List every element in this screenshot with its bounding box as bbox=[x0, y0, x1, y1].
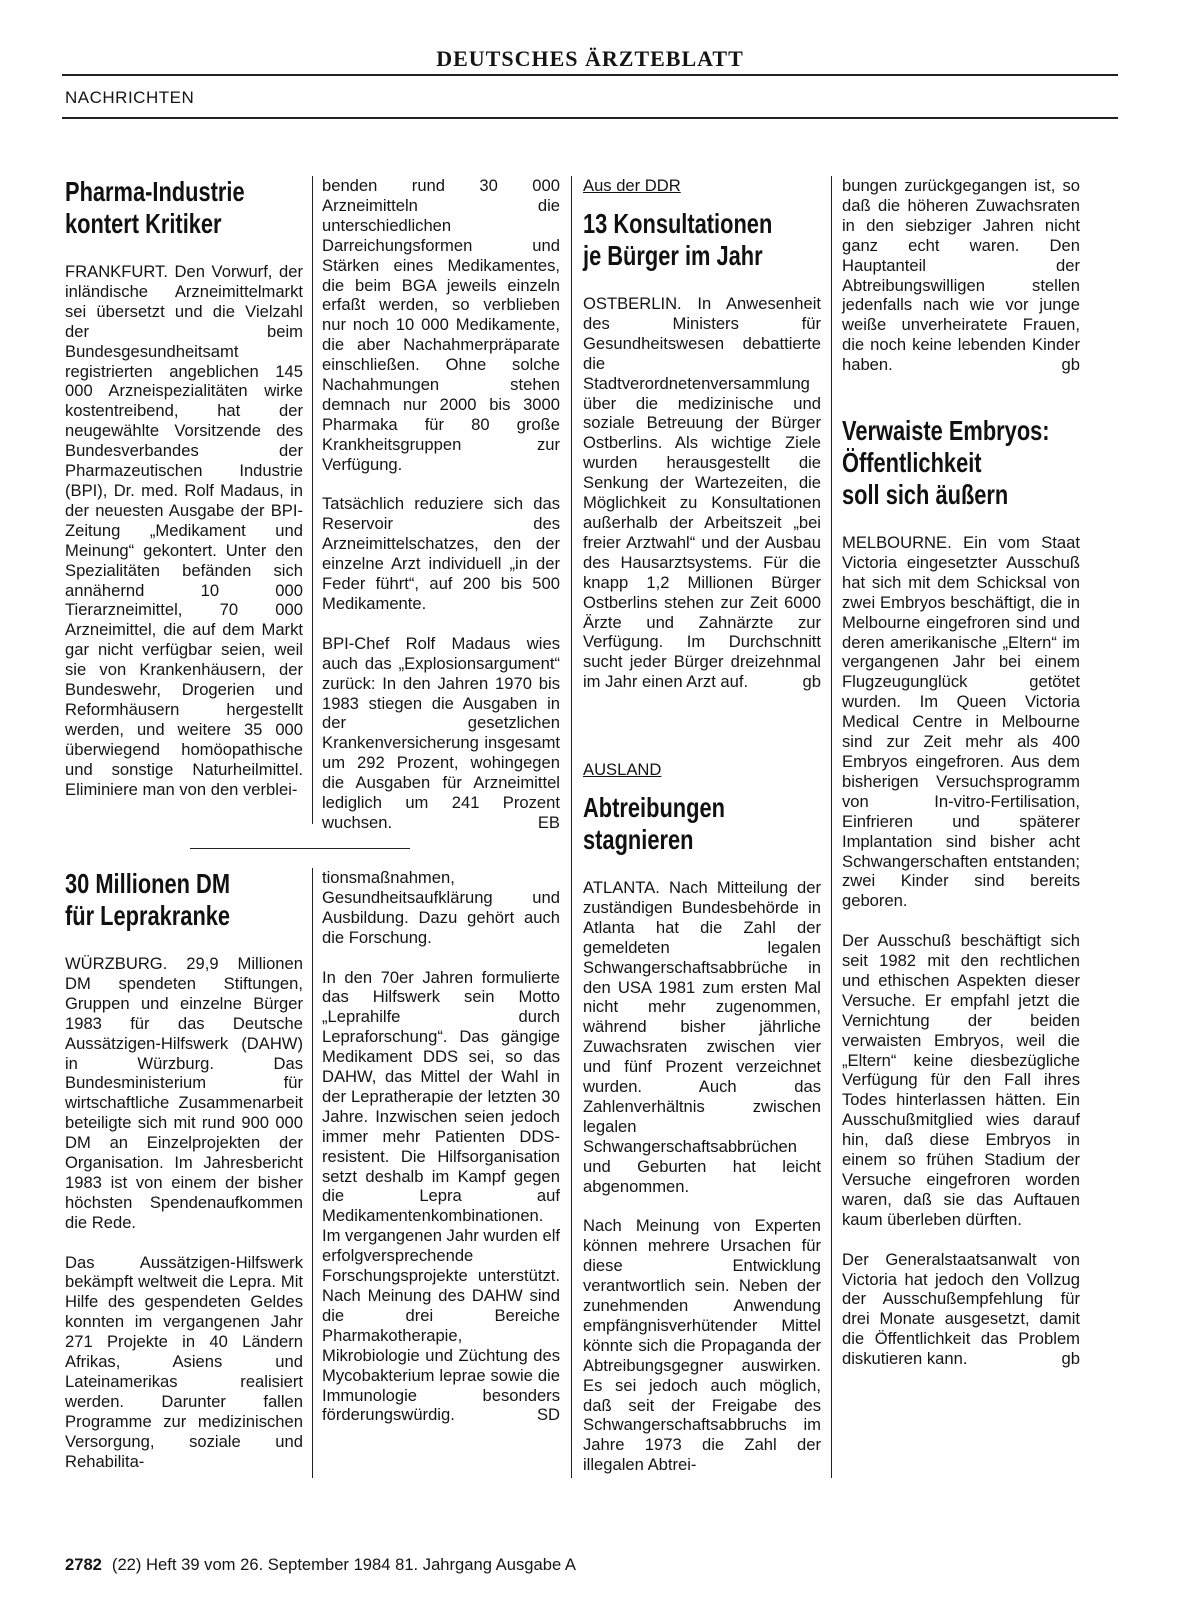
article2-text: WÜRZBURG. 29,9 Millionen DM spendeten Stiftungen, Gruppen und einzelne Bürger 1983 für das Deutsche Aussätzigen-Hilfswerk (DAHW) in Würzburg. Das Bundesministerium für wirtschaftliche Zusammenarbeit beteiligte sich mit rund 900 000 DM an Einzelprojekten der Organisation. Im Jahresbericht 1983 ist von einem der bisher höchsten Spendenaufkommen die Rede. bbox=[65, 954, 303, 1232]
author-signature: gb bbox=[1061, 1349, 1080, 1369]
article5-col bbox=[842, 415, 1080, 1369]
article4-kicker: AUSLAND bbox=[583, 760, 662, 779]
article1-col1 bbox=[65, 176, 303, 799]
article-separator bbox=[190, 848, 410, 849]
article1-text: BPI-Chef Rolf Madaus wies auch das „Explosionsargument“ zurück: In den Jahren 1970 bis 1983 stiegen die Ausgaben in der gesetzlichen Krankenversicherung insgesamt um 292 Prozent, wohingegen die Ausgaben für Arzneimittel lediglich um 241 Prozent wuchsen. EB bbox=[322, 633, 560, 832]
article2-headline: 30 Millionen DM für Leprakranke bbox=[65, 868, 231, 931]
article5-text: Der Ausschuß beschäftigt sich seit 1982 mit den rechtlichen und ethischen Aspekten dieser Versuche. Er empfahl jetzt die Vernichtung der beiden verwaisten Embryos, weil die „Eltern“ keine diesbezügliche Verfügung für den Fall ihres Todes hinterlassen hätten. Ein Ausschußmitglied wies darauf hin, daß diese Embryos in einem so frühen Stadium der Versuche eingefroren worden waren, daß sie das Auftauen kaum überleben dürften. bbox=[842, 931, 1080, 1229]
column-divider bbox=[571, 176, 572, 1478]
article3-headline: 13 Konsultationen je Bürger im Jahr bbox=[583, 208, 773, 271]
article1-text: FRANKFURT. Den Vorwurf, der inländische Arzneimittelmarkt sei übersetzt und die Vielzahl der beim Bundesgesundheitsamt registrierten angeblichen 145 000 Arzneispezialitäten wirke kostentreibend, hat der neugewählte Vorsitzende des Bundesverbandes der Pharmazeutischen Industrie (BPI), Dr. med. Rolf Madaus, in der neuesten Ausgabe der BPI-Zeitung „Medikament und Meinung“ gekontert. Unter den Spezialitäten befänden sich annähernd 10 000 Tierarzneimittel, 70 000 Arzneimittel, die auf dem Markt gar nicht verfügbar seien, weil sie von Krankenhäusern, der Bundeswehr, Drogerien und Reformhäusern hergestellt werden, und weitere 35 000 überwiegend homöopathische und sonstige Naturheilmittel. Eliminiere man von den verblei- bbox=[65, 262, 303, 799]
article5-headline: Verwaiste Embryos: Öffentlichkeit soll sich äußern bbox=[842, 415, 1050, 510]
article2-col1 bbox=[65, 868, 303, 1472]
article2-col2 bbox=[322, 868, 560, 1425]
article4-col bbox=[583, 760, 821, 1475]
article1-col2 bbox=[322, 176, 560, 833]
article4-headline: Abtreibungen stagnieren bbox=[583, 792, 725, 855]
column-divider bbox=[312, 868, 313, 1478]
article1-text: benden rund 30 000 Arzneimitteln die unterschiedlichen Darreichungsformen und Stärken eines Medikamentes, die beim BGA jeweils einzeln erfaßt werden, so verblieben nur noch 10 000 Medikamente, die aber Nachahmerpräparate einschließen. Ohne solche Nachahmungen stehen demnach nur 2000 bis 3000 Pharmaka für 80 große Krankheitsgruppen zur Verfügung. bbox=[322, 176, 560, 474]
page-footer bbox=[65, 1555, 576, 1575]
article4-text: ATLANTA. Nach Mitteilung der zuständigen Bundesbehörde in Atlanta hat die Zahl der gemeldeten legalen Schwangerschaftsabbrüche in den USA 1981 zum ersten Mal nicht mehr zugenommen, während bisher jährliche Zuwachsraten zwischen vier und fünf Prozent verzeichnet wurden. Auch das Zahlenverhältnis zwischen legalen Schwangerschaftsabbrüchen und Geburten hat leicht abgenommen. bbox=[583, 878, 821, 1196]
article5-text: Der Generalstaatsanwalt von Victoria hat jedoch den Vollzug der Ausschußempfehlung für drei Monate ausgesetzt, damit die Öffentlichkeit das Problem diskutieren kann. gb bbox=[842, 1249, 1080, 1369]
author-signature: EB bbox=[537, 812, 560, 832]
article5-text: MELBOURNE. Ein vom Staat Victoria eingesetzter Ausschuß hat sich mit dem Schicksal von zwei Embryos beschäftigt, die in Melbourne eingefroren sind und deren amerikanische „Eltern“ im vergangenen Jahr bei einem Flugzeugunglück getötet wurden. Im Queen Victoria Medical Centre in Melbourne sind zur Zeit mehr als 400 Embryos eingefroren. Aus dem bisherigen Versuchsprogramm von In-vitro-Fertilisation, Einfrieren und späterer Implantation sind bisher acht Schwangerschaften entstanden; zwei Kinder sind bereits geboren. bbox=[842, 533, 1080, 911]
article2-text: tionsmaßnahmen, Gesundheitsaufklärung und Ausbildung. Dazu gehört auch die Forschung. bbox=[322, 868, 560, 947]
article3-kicker: Aus der DDR bbox=[583, 176, 681, 195]
page-number: 2782 bbox=[65, 1555, 102, 1574]
article4-text: bungen zurückgegangen ist, so daß die höheren Zuwachsraten in den siebziger Jahren nicht ganz echt waren. Den Hauptanteil der Abtreibungswilligen stellen jedenfalls nach wie vor junge weiße unverheiratete Frauen, die noch keine lebenden Kinder haben. gb bbox=[842, 176, 1080, 375]
article2-text: Das Aussätzigen-Hilfswerk bekämpft weltweit die Lepra. Mit Hilfe des gespendeten Geldes konnten im vergangenen Jahr 271 Projekte in 40 Ländern Afrikas, Asiens und Lateinamerikas realisiert werden. Darunter fallen Programme zur medizinischen Versorgung, soziale und Rehabilita- bbox=[65, 1252, 303, 1471]
article3-text: OSTBERLIN. In Anwesenheit des Ministers für Gesundheitswesen debattierte die Stadtverordnetenversammlung über die medizinische und soziale Betreuung der Bürger Ostberlins. Als wichtige Ziele wurden herausgestellt die Senkung der Wartezeiten, die Möglichkeit zu Konsultationen außerhalb der Arbeitszeit „bei freier Arztwahl“ und der Ausbau des Hausarztsystems. Für die knapp 1,2 Millionen Bürger Ostberlins stehen zur Zeit 6000 Ärzte und Zahnärzte zur Verfügung. Im Durchschnitt sucht jeder Bürger dreizehnmal im Jahr einen Arzt auf. gb bbox=[583, 294, 821, 692]
column-divider bbox=[831, 176, 832, 1478]
article4-continued bbox=[842, 176, 1080, 375]
issue-info: (22) Heft 39 vom 26. September 1984 81. Jahrgang Ausgabe A bbox=[111, 1555, 576, 1574]
section-label: NACHRICHTEN bbox=[65, 88, 195, 107]
author-signature: gb bbox=[802, 672, 821, 692]
article1-text: Tatsächlich reduziere sich das Reservoir des Arzneimittelschatzes, den der einzelne Arzt individuell „in der Feder führt“, auf 200 bis 500 Medikamente. bbox=[322, 494, 560, 614]
author-signature: gb bbox=[1061, 355, 1080, 375]
masthead-rule bbox=[62, 74, 1118, 76]
article4-text: Nach Meinung von Experten können mehrere Ursachen für diese Entwicklung verantwortlich sein. Neben der zunehmenden Anwendung empfängnisverhütender Mittel könnte sich die Propaganda der Abtreibungsgegner auswirken. Es sei jedoch auch möglich, daß seit der Freigabe des Schwangerschaftsabbruchs im Jahre 1973 die Zahl der illegalen Abtrei- bbox=[583, 1216, 821, 1475]
article3-col bbox=[583, 176, 821, 692]
article1-headline: Pharma-Industrie kontert Kritiker bbox=[65, 176, 245, 239]
section-rule bbox=[62, 117, 1118, 119]
column-divider bbox=[312, 176, 313, 824]
author-signature: SD bbox=[536, 1405, 560, 1425]
article2-text: In den 70er Jahren formulierte das Hilfswerk sein Motto „Leprahilfe durch Lepraforschung“. Das gängige Medikament DDS sei, so das DAHW, das Mittel der Wahl in der Lepratherapie der letzten 30 Jahre. Inzwischen seien jedoch immer mehr Patienten DDS-resistent. Die Hilfsorganisation setzt deshalb im Kampf gegen die Lepra auf Medikamentenkombinationen. Im vergangenen Jahr wurden elf erfolgversprechende Forschungsprojekte unterstützt. Nach Meinung des DAHW sind die drei Bereiche Pharmakotherapie, Mikrobiologie und Züchtung des Mycobakterium leprae sowie die Immunologie besonders förderungswürdig. SD bbox=[322, 967, 560, 1425]
masthead: DEUTSCHES ÄRZTEBLATT bbox=[436, 46, 744, 71]
